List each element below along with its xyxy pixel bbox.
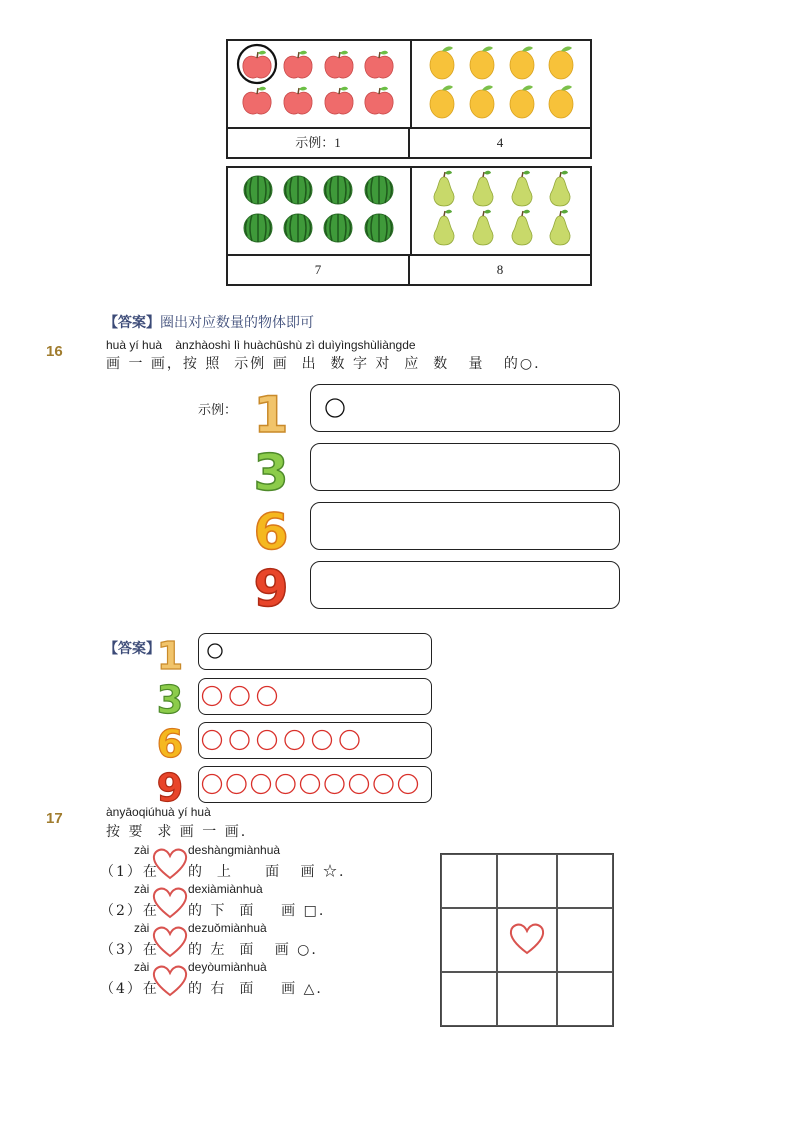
fruit-table-2	[226, 166, 592, 286]
digit-icons	[248, 384, 294, 610]
watermelon-count-label: 7	[314, 262, 322, 277]
heart-icon	[498, 909, 556, 967]
answer-circle	[203, 731, 222, 750]
answer-circle	[374, 775, 393, 794]
answer-digit-9-icon: 9	[156, 766, 184, 805]
drawing-grid	[440, 853, 614, 1027]
answer-row-3	[198, 678, 432, 715]
lemon-cell	[410, 41, 594, 127]
answer-circles-3	[199, 679, 429, 714]
answer-row-9	[198, 766, 432, 803]
digit-6-icon: 6	[253, 503, 289, 561]
answer-circle	[258, 731, 277, 750]
answer-circle	[208, 644, 222, 658]
q16-pinyin: huà yí huà ànzhàoshì lì huàchūshù zì duìyìngshùliàngde	[106, 338, 416, 352]
pear-count-label: 8	[408, 256, 590, 284]
grid-cell-top-right[interactable]	[557, 854, 613, 908]
q16-instruction: 画 一 画，按 照 示例 画 出 数 字 对 应 数 量 的○.	[106, 356, 541, 372]
example-label: 示例：1	[295, 135, 341, 150]
answer-circles-1	[199, 634, 429, 669]
answer-16-tag: 【答案】	[104, 640, 160, 656]
heart-icon	[152, 964, 188, 998]
answer-circle	[399, 775, 418, 794]
digit-3-icon: 3	[253, 444, 289, 502]
circle-icon	[311, 385, 351, 431]
answer-box-3[interactable]	[310, 443, 620, 491]
fruit-table-1	[226, 39, 592, 159]
answer-circle	[350, 775, 369, 794]
grid-cell-bottom[interactable]	[497, 972, 557, 1026]
watermelon-icon-group	[228, 168, 410, 254]
grid-cell-top[interactable]	[497, 854, 557, 908]
digit-1-icon: 1	[253, 386, 289, 444]
answer-circle	[203, 775, 222, 794]
answer-circle	[258, 687, 277, 706]
answer-circles-6	[199, 723, 429, 758]
answer-tag: 【答案】	[104, 314, 160, 330]
answer-digit-1-icon: 1	[156, 634, 184, 678]
answer-circle	[301, 775, 320, 794]
answer-row-6	[198, 722, 432, 759]
lemon-icon-group	[412, 41, 594, 127]
answer-circle	[340, 731, 359, 750]
answer-text: 圈出对应数量的物体即可	[160, 314, 314, 330]
answer-15	[104, 312, 314, 332]
answer-digit-3-icon: 3	[156, 678, 184, 722]
heart-icon	[152, 925, 188, 959]
answer-circle	[276, 775, 295, 794]
answer-row-1	[198, 633, 432, 670]
grid-cell-bottom-right[interactable]	[557, 972, 613, 1026]
heart-icon	[152, 847, 188, 881]
pear-icon-group	[412, 168, 594, 254]
q17-pinyin: ànyāoqiúhuà yí huà	[106, 805, 211, 819]
grid-cell-top-left[interactable]	[441, 854, 497, 908]
answer-box-1[interactable]	[310, 384, 620, 432]
apple-cell	[228, 41, 410, 127]
answer-circle	[285, 731, 304, 750]
answer-circle	[203, 687, 222, 706]
watermelon-cell	[228, 168, 410, 254]
grid-cell-bottom-left[interactable]	[441, 972, 497, 1026]
lemon-count-label: 4	[408, 129, 590, 157]
answer-circle	[252, 775, 271, 794]
question-number-17: 17	[46, 810, 63, 827]
grid-cell-right[interactable]	[557, 908, 613, 972]
answer-box-6[interactable]	[310, 502, 620, 550]
answer-box-9[interactable]	[310, 561, 620, 609]
answer-circles-9	[199, 767, 429, 802]
pear-cell	[410, 168, 594, 254]
grid-cell-center	[497, 908, 557, 972]
digit-9-icon: 9	[253, 560, 289, 610]
answer-circle	[230, 687, 249, 706]
question-number-16: 16	[46, 343, 63, 360]
answer-digit-6-icon: 6	[156, 722, 184, 766]
q17-instruction: 按 要 求 画 一 画.	[106, 824, 248, 840]
answer-circle	[325, 775, 344, 794]
heart-icon	[152, 886, 188, 920]
example-label-16: 示例：	[198, 403, 238, 418]
answer-digit-icons	[154, 633, 188, 805]
answer-circle	[313, 731, 332, 750]
apple-icon-group	[228, 41, 410, 127]
answer-circle	[227, 775, 246, 794]
grid-cell-left[interactable]	[441, 908, 497, 972]
answer-circle	[230, 731, 249, 750]
